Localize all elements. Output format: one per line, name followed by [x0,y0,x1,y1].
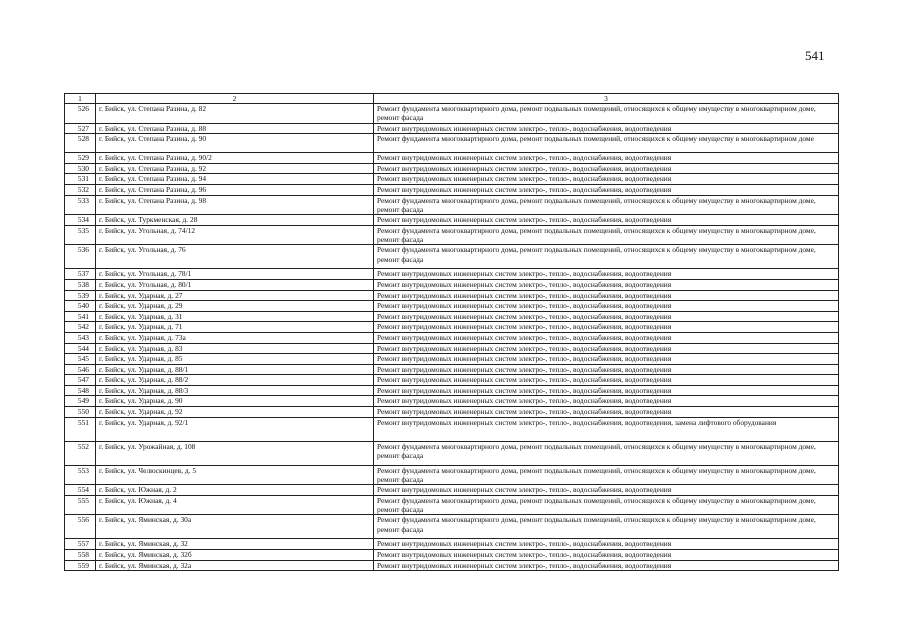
row-address: г. Бийск, ул. Степана Разина, д. 88 [96,123,374,134]
row-work-type: Ремонт внутридомовых инженерных систем электро-, тепло-, водоснабжения, водоотведения [374,343,839,354]
row-number: 553 [65,465,96,485]
table-row [65,375,839,386]
row-work-type: Ремонт фундамента многоквартирного дома, ремонт подвальных помещений, относящихся к общему имуществу в многоквартирном доме, ремонт фасада [374,104,839,124]
row-work-type: Ремонт внутридомовых инженерных систем электро-, тепло-, водоснабжения, водоотведения [374,269,839,280]
row-number: 531 [65,174,96,185]
row-address: г. Бийск, ул. Ударная, д. 85 [96,354,374,365]
row-number: 532 [65,184,96,195]
row-work-type: Ремонт внутридомовых инженерных систем электро-, тепло-, водоснабжения, водоотведения [374,485,839,496]
row-number: 556 [65,515,96,539]
row-work-type: Ремонт фундамента многоквартирного дома, ремонт подвальных помещений, относящихся к общему имуществу в многоквартирном доме, ремонт фасада [374,225,839,245]
row-address: г. Бийск, ул. Яминская, д. 32а [96,560,374,571]
row-address: г. Бийск, ул. Южная, д. 2 [96,485,374,496]
row-address: г. Бийск, ул. Южная, д. 4 [96,495,374,515]
row-number: 555 [65,495,96,515]
repair-table [64,93,839,571]
row-number: 539 [65,290,96,301]
row-number: 551 [65,417,96,441]
row-number: 529 [65,153,96,164]
row-address: г. Бийск, ул. Ударная, д. 90 [96,396,374,407]
row-work-type: Ремонт внутридомовых инженерных систем электро-, тепло-, водоснабжения, водоотведения [374,375,839,386]
row-number: 558 [65,550,96,561]
row-address: г. Бийск, ул. Степана Разина, д. 90/2 [96,153,374,164]
page-number: 541 [805,48,825,63]
row-address: г. Бийск, ул. Степана Разина, д. 82 [96,104,374,124]
table-row [65,184,839,195]
row-work-type: Ремонт внутридомовых инженерных систем электро-, тепло-, водоснабжения, водоотведения [374,550,839,561]
row-address: г. Бийск, ул. Ударная, д. 29 [96,301,374,312]
row-work-type: Ремонт внутридомовых инженерных систем электро-, тепло-, водоснабжения, водоотведения, замена лифтового оборудования [374,417,839,441]
row-address: г. Бийск, ул. Ударная, д. 88/1 [96,364,374,375]
row-address: г. Бийск, ул. Урожайная, д. 108 [96,441,374,465]
row-address: г. Бийск, ул. Угольная, д. 74/12 [96,225,374,245]
row-work-type: Ремонт фундамента многоквартирного дома, ремонт подвальных помещений, относящихся к общему имуществу в многоквартирном доме, ремонт фасада [374,441,839,465]
table-row [65,539,839,550]
table-row [65,134,839,153]
table-row [65,279,839,290]
row-work-type: Ремонт внутридомовых инженерных систем электро-, тепло-, водоснабжения, водоотведения [374,354,839,365]
row-work-type: Ремонт фундамента многоквартирного дома, ремонт подвальных помещений, относящихся к общему имуществу в многоквартирном доме [374,134,839,153]
row-number: 541 [65,311,96,322]
table-row [65,495,839,515]
row-address: г. Бийск, ул. Ударная, д. 88/2 [96,375,374,386]
table-row [65,485,839,496]
table-row [65,123,839,134]
row-address: г. Бийск, ул. Ударная, д. 31 [96,311,374,322]
table-row [65,407,839,418]
row-address: г. Бийск, ул. Угольная, д. 78/1 [96,269,374,280]
table-row [65,441,839,465]
table-row [65,301,839,312]
table-row [65,174,839,185]
row-work-type: Ремонт внутридомовых инженерных систем электро-, тепло-, водоснабжения, водоотведения [374,184,839,195]
row-address: г. Бийск, ул. Угольная, д. 80/1 [96,279,374,290]
header-col-3: 3 [374,94,839,104]
table-row [65,322,839,333]
row-address: г. Бийск, ул. Угольная, д. 76 [96,245,374,269]
table-row [65,354,839,365]
row-work-type: Ремонт внутридомовых инженерных систем электро-, тепло-, водоснабжения, водоотведения [374,279,839,290]
row-work-type: Ремонт внутридомовых инженерных систем электро-, тепло-, водоснабжения, водоотведения [374,364,839,375]
row-number: 540 [65,301,96,312]
row-number: 559 [65,560,96,571]
row-address: г. Бийск, ул. Ударная, д. 73а [96,332,374,343]
row-work-type: Ремонт внутридомовых инженерных систем электро-, тепло-, водоснабжения, водоотведения [374,332,839,343]
row-work-type: Ремонт внутридомовых инженерных систем электро-, тепло-, водоснабжения, водоотведения [374,163,839,174]
table-row [65,465,839,485]
row-number: 528 [65,134,96,153]
row-work-type: Ремонт фундамента многоквартирного дома, ремонт подвальных помещений, относящихся к общему имуществу в многоквартирном доме, ремонт фасада [374,515,839,539]
row-number: 533 [65,195,96,215]
row-work-type: Ремонт фундамента многоквартирного дома, ремонт подвальных помещений, относящихся к общему имуществу в многоквартирном доме, ремонт фасада [374,195,839,215]
table-row [65,396,839,407]
row-work-type: Ремонт фундамента многоквартирного дома, ремонт подвальных помещений, относящихся к общему имуществу в многоквартирном доме, ремонт фасада [374,495,839,515]
row-number: 530 [65,163,96,174]
row-work-type: Ремонт внутридомовых инженерных систем электро-, тепло-, водоснабжения, водоотведения [374,539,839,550]
row-number: 547 [65,375,96,386]
row-address: г. Бийск, ул. Яминская, д. 30а [96,515,374,539]
row-number: 535 [65,225,96,245]
row-work-type: Ремонт внутридомовых инженерных систем электро-, тепло-, водоснабжения, водоотведения [374,407,839,418]
row-number: 545 [65,354,96,365]
row-address: г. Бийск, ул. Челюскинцев, д. 5 [96,465,374,485]
row-address: г. Бийск, ул. Яминская, д. 32б [96,550,374,561]
row-work-type: Ремонт внутридомовых инженерных систем электро-, тепло-, водоснабжения, водоотведения [374,290,839,301]
table-row [65,153,839,164]
row-number: 557 [65,539,96,550]
row-number: 543 [65,332,96,343]
row-address: г. Бийск, ул. Туркменская, д. 28 [96,215,374,226]
table-row [65,343,839,354]
row-number: 550 [65,407,96,418]
table-row [65,550,839,561]
row-work-type: Ремонт внутридомовых инженерных систем электро-, тепло-, водоснабжения, водоотведения [374,560,839,571]
table-row [65,104,839,124]
row-number: 542 [65,322,96,333]
table-row [65,332,839,343]
row-work-type: Ремонт внутридомовых инженерных систем электро-, тепло-, водоснабжения, водоотведения [374,322,839,333]
table-row [65,311,839,322]
table-row [65,560,839,571]
table-row [65,163,839,174]
row-number: 549 [65,396,96,407]
row-address: г. Бийск, ул. Ударная, д. 92/1 [96,417,374,441]
row-number: 552 [65,441,96,465]
row-work-type: Ремонт фундамента многоквартирного дома, ремонт подвальных помещений, относящихся к общему имуществу в многоквартирном доме, ремонт фасада [374,245,839,269]
table-row [65,364,839,375]
row-address: г. Бийск, ул. Ударная, д. 27 [96,290,374,301]
table-row [65,215,839,226]
row-work-type: Ремонт внутридомовых инженерных систем электро-, тепло-, водоснабжения, водоотведения [374,174,839,185]
row-address: г. Бийск, ул. Степана Разина, д. 90 [96,134,374,153]
row-number: 544 [65,343,96,354]
table-row [65,290,839,301]
table-row [65,225,839,245]
table-row [65,195,839,215]
row-number: 534 [65,215,96,226]
row-address: г. Бийск, ул. Степана Разина, д. 96 [96,184,374,195]
row-number: 526 [65,104,96,124]
row-number: 527 [65,123,96,134]
row-work-type: Ремонт внутридомовых инженерных систем электро-, тепло-, водоснабжения, водоотведения [374,385,839,396]
row-number: 554 [65,485,96,496]
row-work-type: Ремонт внутридомовых инженерных систем электро-, тепло-, водоснабжения, водоотведения [374,123,839,134]
row-work-type: Ремонт внутридомовых инженерных систем электро-, тепло-, водоснабжения, водоотведения [374,215,839,226]
table-row [65,269,839,280]
row-number: 536 [65,245,96,269]
row-address: г. Бийск, ул. Ударная, д. 71 [96,322,374,333]
row-work-type: Ремонт фундамента многоквартирного дома, ремонт подвальных помещений, относящихся к общему имуществу в многоквартирном доме, ремонт фасада [374,465,839,485]
row-work-type: Ремонт внутридомовых инженерных систем электро-, тепло-, водоснабжения, водоотведения [374,301,839,312]
table-row [65,515,839,539]
row-work-type: Ремонт внутридомовых инженерных систем электро-, тепло-, водоснабжения, водоотведения [374,311,839,322]
header-col-1: 1 [65,94,96,104]
row-work-type: Ремонт внутридомовых инженерных систем электро-, тепло-, водоснабжения, водоотведения [374,396,839,407]
row-address: г. Бийск, ул. Ударная, д. 92 [96,407,374,418]
row-number: 537 [65,269,96,280]
row-work-type: Ремонт внутридомовых инженерных систем электро-, тепло-, водоснабжения, водоотведения [374,153,839,164]
row-number: 548 [65,385,96,396]
table-header-row [65,94,839,104]
row-address: г. Бийск, ул. Степана Разина, д. 92 [96,163,374,174]
row-address: г. Бийск, ул. Яминская, д. 32 [96,539,374,550]
row-address: г. Бийск, ул. Степана Разина, д. 94 [96,174,374,185]
row-number: 538 [65,279,96,290]
row-address: г. Бийск, ул. Степана Разина, д. 98 [96,195,374,215]
header-col-2: 2 [96,94,374,104]
table-row [65,385,839,396]
row-address: г. Бийск, ул. Ударная, д. 88/3 [96,385,374,396]
table-row [65,417,839,441]
table-row [65,245,839,269]
row-number: 546 [65,364,96,375]
row-address: г. Бийск, ул. Ударная, д. 83 [96,343,374,354]
